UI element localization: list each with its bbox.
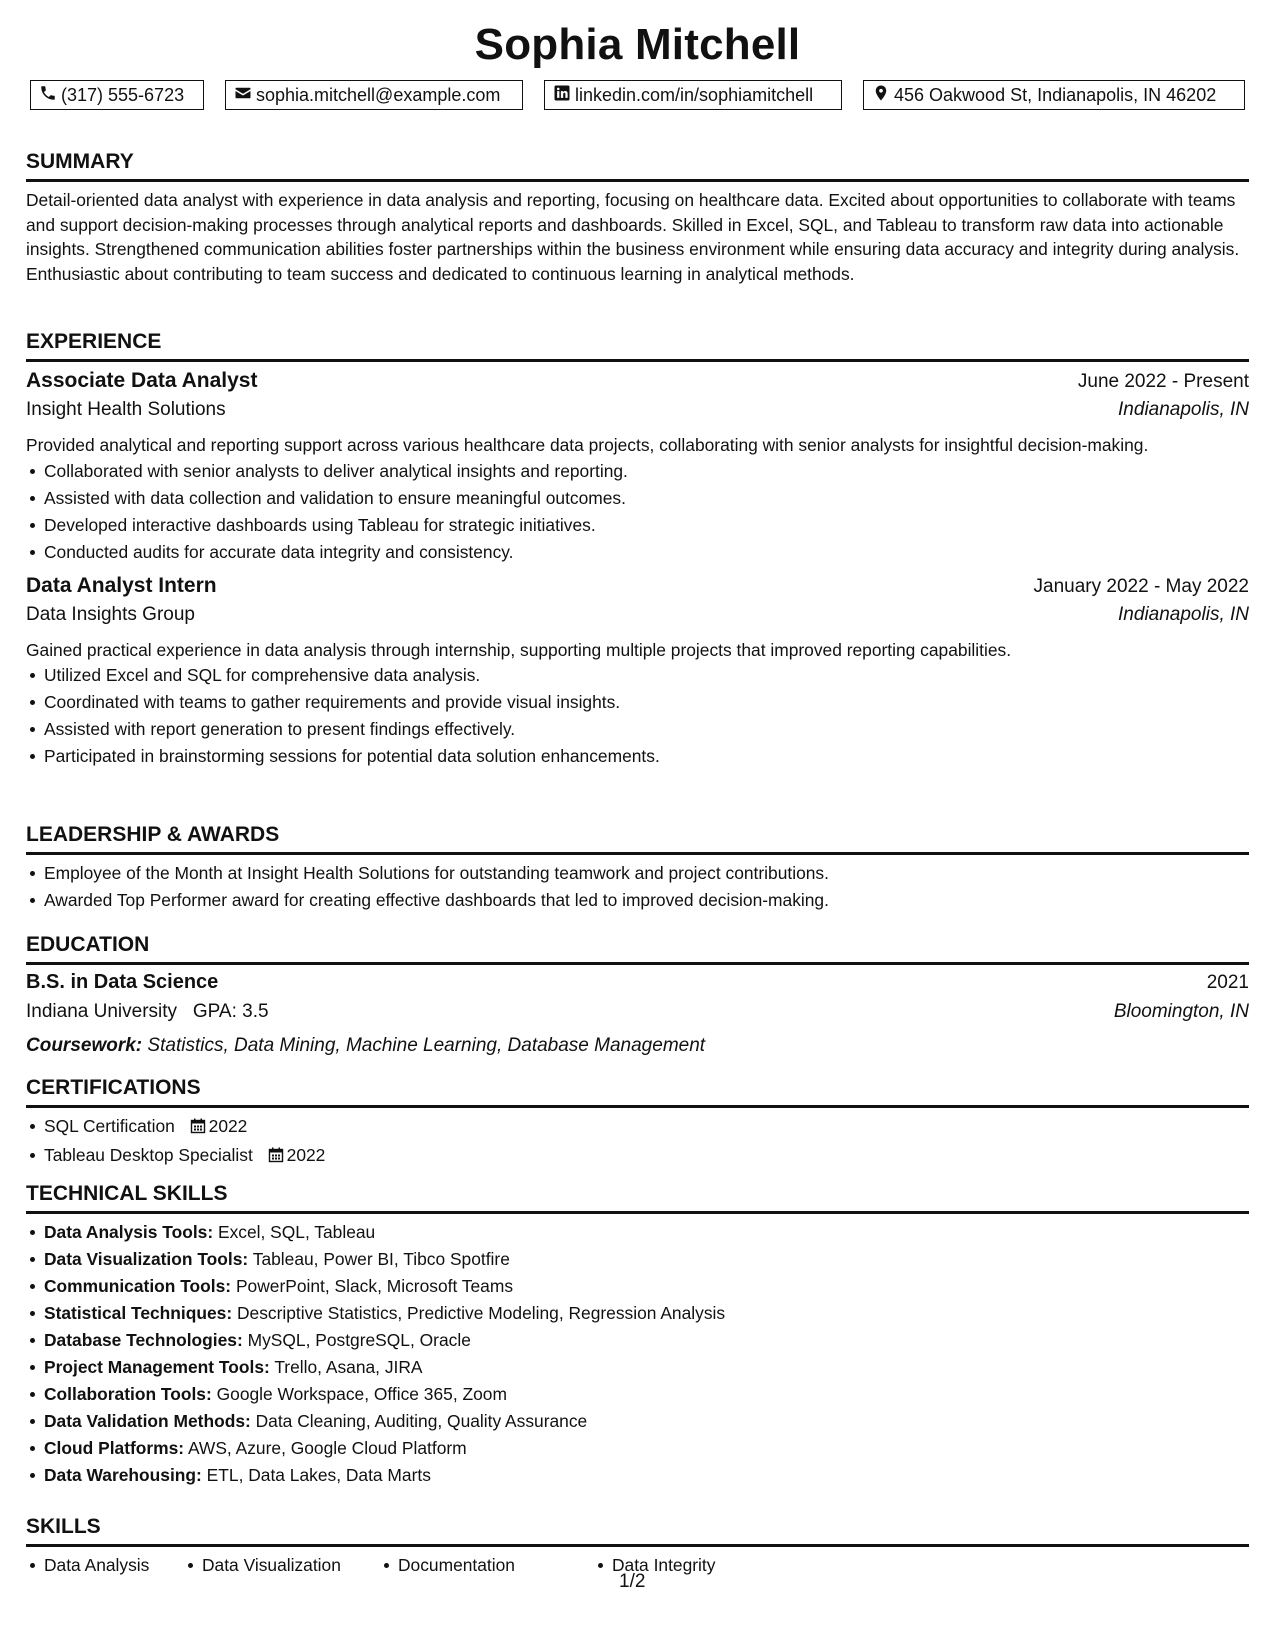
job-title: Data Analyst Intern [26,573,217,597]
contact-phone[interactable] [30,80,204,110]
contact-linkedin[interactable] [544,80,842,110]
list-item [44,1354,1249,1381]
list-item [44,1408,1249,1435]
list-item: Employee of the Month at Insight Health Solutions for outstanding teamwork and project contributions. [44,860,1249,887]
skill-category: Cloud Platforms: [44,1438,185,1458]
section-divider [26,1211,1249,1214]
technical-skills-list [26,1219,1249,1489]
skill-values: Excel, SQL, Tableau [217,1222,376,1242]
job-bullets [26,662,1249,770]
skill-category: Data Visualization Tools: [44,1249,249,1269]
section-divider [26,359,1249,362]
map-marker-icon [872,84,890,107]
list-item [44,1113,1249,1142]
coursework-list: Statistics, Data Mining, Machine Learning, Database Management [147,1035,706,1056]
linkedin-url: linkedin.com/in/sophiamitchell [575,84,814,105]
certifications-section [26,1075,1249,1171]
calendar-icon [190,1115,206,1142]
envelope-icon [234,84,252,107]
certification-year: 2022 [208,1116,248,1136]
list-item [44,1246,1249,1273]
list-item [44,1300,1249,1327]
job-description: Gained practical experience in data analysis through internship, supporting multiple projects that improved reporting capabilities. [26,639,1012,660]
list-item [44,1273,1249,1300]
leadership-section [26,822,1249,914]
awards-list [26,860,1249,914]
section-title: EXPERIENCE [26,330,162,353]
skill-values: Google Workspace, Office 365, Zoom [216,1384,507,1404]
skill-item: Data Visualization [184,1552,380,1579]
section-divider [26,962,1249,965]
skill-item: Documentation [380,1552,594,1579]
list-item [44,1219,1249,1246]
phone-icon [39,84,57,107]
section-divider [26,179,1249,182]
gpa: GPA: 3.5 [192,1001,269,1022]
list-item: Conducted audits for accurate data integrity and consistency. [44,539,1249,566]
skill-values: Descriptive Statistics, Predictive Modeling, Regression Analysis [236,1303,726,1323]
certification-year: 2022 [286,1145,326,1165]
company-name: Data Insights Group [26,603,195,625]
skill-values: AWS, Azure, Google Cloud Platform [187,1438,467,1458]
skill-values: Tableau, Power BI, Tibco Spotfire [252,1249,510,1269]
skill-values: Data Cleaning, Auditing, Quality Assurance [255,1411,588,1431]
skill-category: Communication Tools: [44,1276,232,1296]
coursework [26,1031,1249,1061]
certifications-list [26,1113,1249,1171]
list-item: Developed interactive dashboards using Tableau for strategic initiatives. [44,512,1249,539]
skill-values: Trello, Asana, JIRA [274,1357,423,1377]
page-number: 1/2 [619,1571,646,1592]
list-item [44,1327,1249,1354]
skills-section [26,1514,1249,1579]
skill-category: Project Management Tools: [44,1357,270,1377]
certification-name: Tableau Desktop Specialist [44,1145,253,1165]
job-dates: January 2022 - May 2022 [1033,575,1249,597]
skill-values: ETL, Data Lakes, Data Marts [206,1465,431,1485]
section-title: EDUCATION [26,933,150,956]
linkedin-icon [553,84,571,107]
skill-category: Database Technologies: [44,1330,243,1350]
contact-email[interactable] [225,80,523,110]
section-divider [26,1544,1249,1547]
list-item: Participated in brainstorming sessions for potential data solution enhancements. [44,743,1249,770]
section-divider [26,1105,1249,1108]
list-item: Utilized Excel and SQL for comprehensive data analysis. [44,662,1249,689]
phone-number: (317) 555-6723 [61,84,185,105]
list-item: Awarded Top Performer award for creating effective dashboards that led to improved decision-making. [44,887,1249,914]
contact-address[interactable] [863,80,1245,110]
skill-values: MySQL, PostgreSQL, Oracle [247,1330,471,1350]
coursework-label: Coursework: [26,1035,143,1056]
section-divider [26,852,1249,855]
contact-bar [30,80,1245,112]
candidate-name: Sophia Mitchell [474,20,801,69]
address: 456 Oakwood St, Indianapolis, IN 46202 [894,84,1217,105]
job-title: Associate Data Analyst [26,369,258,392]
school-location: Bloomington, IN [1113,1001,1249,1022]
skill-category: Data Warehousing: [44,1465,202,1485]
skill-category: Statistical Techniques: [44,1303,233,1323]
list-item: Coordinated with teams to gather requirements and provide visual insights. [44,689,1249,716]
section-title: SKILLS [26,1515,101,1538]
section-title: LEADERSHIP & AWARDS [26,823,280,846]
summary-text: Detail-oriented data analyst with experience in data analysis and reporting, focusing on healthcare data. Excited about opportunities to collaborate with teams and support decision-making processes through analytical reports and dashboards. Skilled in Excel, SQL, and Tableau to transform raw data into actionable insights. Strengthened communication abilities foster partnerships within the business environment while ensuring data accuracy and integrity during analysis. Enthusiastic about contributing to team success and dedicated to continuous learning in analytical methods. [26,190,1240,284]
education-section [26,932,1249,1061]
job-location: Indianapolis, IN [1118,603,1249,625]
list-item [44,1435,1249,1462]
summary-section [26,149,1249,286]
list-item: Collaborated with senior analysts to deliver analytical insights and reporting. [44,458,1249,485]
skill-item: Data Analysis [26,1552,184,1579]
degree: B.S. in Data Science [26,971,219,993]
job-entry [26,574,1249,771]
job-location: Indianapolis, IN [1118,399,1249,420]
job-dates: June 2022 - Present [1077,371,1249,392]
section-title: SUMMARY [26,150,134,173]
experience-section [26,329,1249,770]
company-name: Insight Health Solutions [26,399,226,420]
job-description: Provided analytical and reporting support across various healthcare data projects, collaborating with senior analysts for insightful decision-making. [26,435,1149,455]
skill-category: Data Analysis Tools: [44,1222,214,1242]
certification-name: SQL Certification [44,1116,175,1136]
list-item [44,1462,1249,1489]
skill-item: Data Integrity [594,1552,715,1579]
graduation-year: 2021 [1206,972,1249,993]
skill-category: Collaboration Tools: [44,1384,212,1404]
list-item: Assisted with data collection and validation to ensure meaningful outcomes. [44,485,1249,512]
skill-values: PowerPoint, Slack, Microsoft Teams [235,1276,514,1296]
section-title: CERTIFICATIONS [26,1076,201,1099]
list-item [44,1142,1249,1171]
list-item [44,1381,1249,1408]
section-title: TECHNICAL SKILLS [26,1182,228,1205]
email-address: sophia.mitchell@example.com [256,84,501,105]
calendar-icon [268,1144,284,1171]
technical-skills-section [26,1181,1249,1489]
job-bullets [26,458,1249,566]
skill-category: Data Validation Methods: [44,1411,251,1431]
job-entry [26,369,1249,566]
list-item: Assisted with report generation to present findings effectively. [44,716,1249,743]
school-name: Indiana University [26,1001,178,1022]
